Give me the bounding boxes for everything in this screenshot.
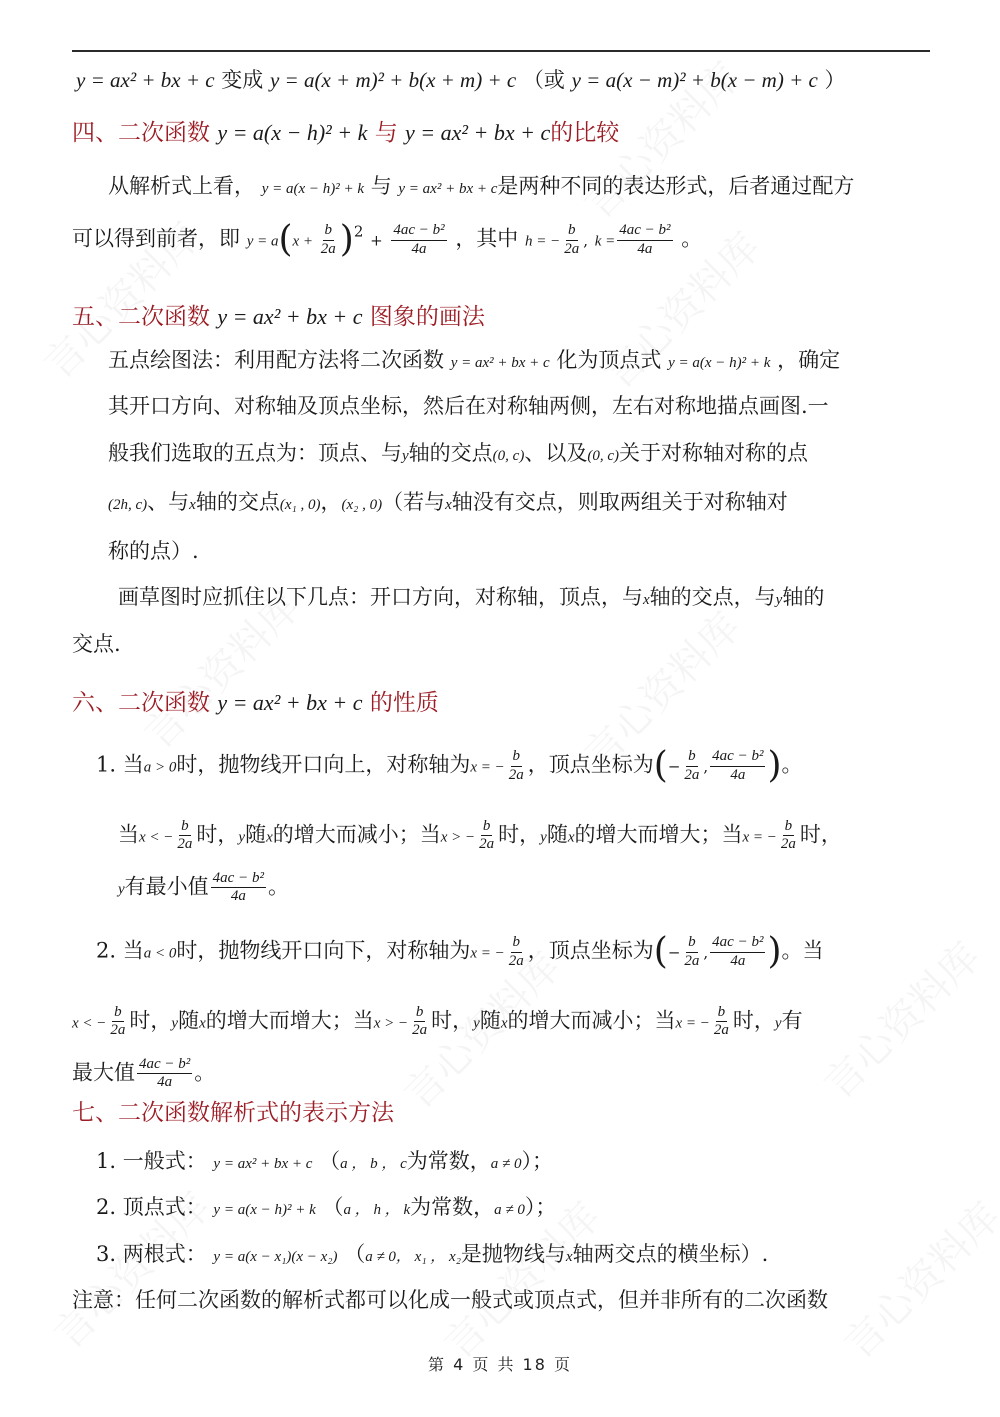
heading-text: 六、二次函数 — [72, 690, 210, 716]
text: 有最小值 — [124, 874, 209, 899]
text: 时， — [129, 1008, 172, 1033]
text: 随 — [245, 822, 267, 847]
text: 是两种不同的表达形式，后者通过配方 — [497, 174, 855, 198]
fraction-b-over-2a: $\frac{b}{2a}$ — [177, 818, 193, 853]
section-7-heading: 七、二次函数解析式的表示方法 — [72, 1100, 394, 1126]
text: 的增大而增大；当 — [205, 1008, 374, 1033]
heading-text: 的比较 — [550, 120, 620, 146]
fraction-b-over-2a: $\frac{b}{2a}$ — [508, 748, 524, 783]
continuation-line — [76, 70, 846, 91]
text: 轴的交点 — [408, 441, 493, 465]
var-y: y — [774, 1015, 782, 1032]
text: 随 — [479, 1008, 501, 1033]
header-rule — [72, 50, 930, 52]
fraction-b-over-2a: $\frac{b}{2a}$ — [564, 222, 580, 257]
text: 当 — [118, 822, 139, 847]
text: 轴没有交点，则取两组关于对称轴对 — [451, 490, 788, 514]
section-5-line-4 — [108, 492, 788, 513]
condition-a-negative: a < 0 — [143, 945, 177, 962]
text: （ — [344, 1242, 366, 1266]
text: 时， — [732, 1008, 775, 1033]
math-x-gt: x > − — [440, 829, 476, 846]
math-condition: a ≠ 0 — [365, 1249, 396, 1265]
text: 、以及 — [524, 441, 588, 465]
fraction-b-over-2a: $\frac{b}{2a}$ — [479, 818, 495, 853]
fraction-4ac-b2-over-4a: $\frac{\text{4ac − b²}}{4a}$ — [712, 934, 764, 969]
math-condition: a ≠ 0 — [490, 1156, 522, 1172]
section-4-paragraph-line-2: 可以得到前者，即 y = a(x + $\frac{b}{2a}$ )$^2$ + $\frac{\text{4ac − b²}}{4a}$ ，其中 h = − $\frac{b}{2a}$ , k = $\frac{\text{4ac − b²}}{4a}$ 。 — [72, 219, 703, 260]
var-x: x — [643, 592, 650, 608]
math-vertex-form: y = a(x − h)² + k — [213, 1202, 316, 1218]
section-4-heading — [72, 122, 619, 145]
text: 可以得到前者，即 — [72, 226, 240, 251]
math-x-eq: x = − — [742, 829, 777, 846]
text: 、与 — [147, 490, 190, 514]
text: （或 — [522, 68, 565, 92]
watermark — [809, 928, 991, 1110]
text: 的增大而减小；当 — [272, 822, 441, 847]
var-x: x — [567, 829, 575, 846]
text: 从解析式上看， — [108, 174, 255, 198]
fraction-b-over-2a: $\frac{b}{2a}$ — [320, 222, 336, 257]
math: y = a — [246, 233, 279, 250]
var-y: y — [540, 829, 547, 846]
text: 为常数， — [410, 1195, 495, 1219]
math-h: h = − — [525, 233, 561, 250]
text: 随 — [178, 1008, 200, 1033]
fraction-b-over-2a: $\frac{b}{2a}$ — [508, 934, 524, 969]
fraction-b-over-2a: $\frac{b}{2a}$ — [684, 748, 700, 783]
math-vars: ， x₁ ， x₂ — [395, 1249, 461, 1265]
property-1-line-1: 1. 当a > 0时，抛物线开口向上，对称轴为x = − $\frac{b}{2a}$ ，顶点坐标为(− $\frac{b}{2a}$ , $\frac{\text{4ac − b²}}{4a}$ )。 — [96, 745, 803, 786]
fraction-4ac-b2-over-4a: $\frac{\text{4ac − b²}}{4a}$ — [212, 870, 264, 905]
text: 。当 — [781, 938, 824, 963]
var-y: y — [775, 592, 783, 608]
text: 当 — [122, 752, 144, 777]
text: ，顶点坐标为 — [527, 938, 654, 963]
math-general-form: y = ax² + bx + c — [213, 1156, 313, 1172]
text: 。 — [267, 874, 289, 899]
math-general-form: y = ax² + bx + c — [398, 181, 498, 197]
condition-a-positive: a > 0 — [143, 759, 177, 776]
fraction-4ac-b2-over-4a: $\frac{\text{4ac − b²}}{4a}$ — [139, 1056, 191, 1091]
heading-text: 与 — [374, 120, 398, 146]
math-shift-minus: y = a(x − m)² + b(x − m) + c — [571, 68, 818, 92]
var-x: x — [445, 497, 452, 513]
math-vars: a ， h ， k — [343, 1202, 411, 1218]
var-x: x — [199, 1015, 206, 1032]
section-4-paragraph-line-1 — [108, 176, 854, 197]
text: 有 — [781, 1008, 803, 1033]
point-2h-c: (2h, c) — [108, 497, 148, 513]
text: 与 — [370, 174, 392, 198]
point-0-c: (0, c) — [492, 448, 525, 464]
section-5-heading — [72, 306, 485, 329]
math: x + — [292, 233, 317, 250]
fraction-b-over-2a: $\frac{b}{2a}$ — [713, 1004, 729, 1039]
math-general-form: y = ax² + bx + c — [217, 304, 363, 329]
text: （ — [322, 1195, 344, 1219]
math-shift-plus: y = a(x + m)² + b(x + m) + c — [269, 68, 517, 92]
text: 当 — [122, 938, 144, 963]
section-5-line-7: 交点. — [72, 632, 121, 656]
text: ，确定 — [777, 348, 841, 372]
math-x-eq: x = − — [675, 1015, 710, 1032]
text: ）； — [521, 1149, 554, 1173]
text: 最大值 — [72, 1060, 135, 1085]
fraction-4ac-b2-over-4a: $\frac{\text{4ac − b²}}{4a}$ — [393, 222, 445, 257]
math-vertex-form: y = a(x − h)² + k — [261, 181, 365, 197]
text: 时， — [498, 822, 541, 847]
property-2-line-3 — [72, 1056, 215, 1092]
text: ） — [824, 68, 846, 92]
list-number: 1. — [96, 1149, 117, 1173]
text: 般我们选取的五点为：顶点、与 — [108, 441, 402, 465]
text: 轴的交点 — [195, 490, 280, 514]
list-number: 1. — [96, 752, 117, 777]
section-5-line-1 — [108, 350, 840, 371]
form-label: 两根式： — [122, 1242, 207, 1266]
section-5-line-6 — [118, 587, 824, 608]
text: ， — [320, 490, 342, 514]
var-y: y — [118, 881, 125, 898]
text: 的增大而增大；当 — [574, 822, 743, 847]
text: ）； — [524, 1195, 557, 1219]
form-2-vertex — [96, 1197, 556, 1218]
property-2-line-1: 2. 当a < 0时，抛物线开口向下，对称轴为x = − $\frac{b}{2a}$ ，顶点坐标为(− $\frac{b}{2a}$ , $\frac{\text{4ac − b²}}{4a}$ )。当 — [96, 931, 824, 972]
list-number: 2. — [96, 1195, 117, 1219]
text: 。 — [194, 1060, 216, 1085]
text: （ — [319, 1149, 341, 1173]
property-1-line-2 — [118, 818, 842, 854]
text: 化为顶点式 — [556, 348, 662, 372]
fraction-b-over-2a: $\frac{b}{2a}$ — [412, 1004, 428, 1039]
text: 轴的 — [782, 585, 825, 609]
text: 时， — [196, 822, 239, 847]
math-vertex-form: y = a(x − h)² + k — [217, 120, 368, 145]
fraction-b-over-2a: $\frac{b}{2a}$ — [684, 934, 700, 969]
section-5-line-5: 称的点）. — [108, 539, 199, 563]
text: 轴的交点，与 — [649, 585, 776, 609]
text: 轴两交点的横坐标）. — [572, 1242, 769, 1266]
text: 时， — [431, 1008, 474, 1033]
math-axis: x = − — [470, 759, 505, 776]
var-x: x — [565, 1249, 573, 1265]
text: ，其中 — [455, 226, 519, 251]
math-general-form: y = ax² + bx + c — [405, 120, 551, 145]
text: 时，抛物线开口向上，对称轴为 — [176, 752, 471, 777]
math-roots-form: y = a(x − x₁)(x − x₂) — [213, 1249, 338, 1265]
fraction-4ac-b2-over-4a: $\frac{\text{4ac − b²}}{4a}$ — [712, 748, 764, 783]
text: 画草图时应抓住以下几点：开口方向，对称轴，顶点，与 — [118, 585, 643, 609]
text: 是抛物线与 — [460, 1242, 566, 1266]
var-y: y — [473, 1015, 480, 1032]
heading-text: 四、二次函数 — [72, 120, 210, 146]
point-0-c: (0, c) — [587, 448, 619, 464]
math-k: k = — [594, 233, 616, 250]
heading-text: 图象的画法 — [369, 304, 485, 330]
var-x: x — [266, 829, 273, 846]
form-label: 顶点式： — [122, 1195, 207, 1219]
fraction-b-over-2a: $\frac{b}{2a}$ — [110, 1004, 126, 1039]
fraction-b-over-2a: $\frac{b}{2a}$ — [780, 818, 796, 853]
math-general-form: y = ax² + bx + c — [217, 690, 363, 715]
page-footer: 第 4 页 共 18 页 — [428, 1355, 572, 1374]
form-label: 一般式： — [122, 1149, 207, 1173]
heading-text: 的性质 — [369, 690, 439, 716]
point-x1: (x₁ , 0) — [279, 497, 321, 513]
text: 的增大而减小；当 — [507, 1008, 676, 1033]
form-1-general — [96, 1151, 553, 1172]
text: 随 — [546, 822, 568, 847]
math-x-lt: x < − — [72, 1015, 107, 1032]
text: 关于对称轴对称的点 — [618, 441, 808, 465]
text: 。 — [781, 752, 803, 777]
note-paragraph: 注意：任何二次函数的解析式都可以化成一般式或顶点式，但并非所有的二次函数 — [72, 1288, 828, 1312]
fraction-4ac-b2-over-4a: $\frac{\text{4ac − b²}}{4a}$ — [619, 222, 671, 257]
section-5-line-3 — [108, 443, 808, 464]
math-x-lt: x < − — [139, 829, 174, 846]
var-x: x — [500, 1015, 508, 1032]
property-2-line-2 — [72, 1004, 803, 1040]
math-x-gt: x > − — [373, 1015, 409, 1032]
heading-text: 五、二次函数 — [72, 304, 210, 330]
text: 时， — [799, 822, 842, 847]
list-number: 2. — [96, 938, 117, 963]
math-general-form: y = ax² + bx + c — [450, 355, 550, 371]
section-5-line-2: 其开口方向、对称轴及顶点坐标，然后在对称轴两侧，左右对称地描点画图.一 — [108, 394, 829, 418]
section-6-heading — [72, 692, 439, 715]
math-condition: a ≠ 0 — [494, 1202, 525, 1218]
text: 为常数， — [406, 1149, 491, 1173]
math-vertex-form: y = a(x − h)² + k — [668, 355, 771, 371]
property-1-line-3 — [118, 870, 289, 906]
text: 时，抛物线开口向下，对称轴为 — [176, 938, 471, 963]
text: （若与 — [382, 490, 446, 514]
text: ，顶点坐标为 — [527, 752, 654, 777]
math-axis: x = − — [470, 945, 505, 962]
math-general-form: y = ax² + bx + c — [76, 68, 215, 92]
math-vars: a ， b ， c — [340, 1156, 407, 1172]
var-y: y — [171, 1015, 179, 1032]
var-y: y — [402, 448, 409, 464]
form-3-roots — [96, 1244, 768, 1265]
watermark — [829, 1188, 1000, 1370]
point-x2: (x₂ , 0) — [341, 497, 383, 513]
text: 。 — [681, 226, 703, 251]
var-x: x — [189, 497, 196, 513]
list-number: 3. — [96, 1242, 117, 1266]
text: 变成 — [221, 68, 264, 92]
text: 五点绘图法：利用配方法将二次函数 — [108, 348, 444, 372]
var-y: y — [238, 829, 246, 846]
